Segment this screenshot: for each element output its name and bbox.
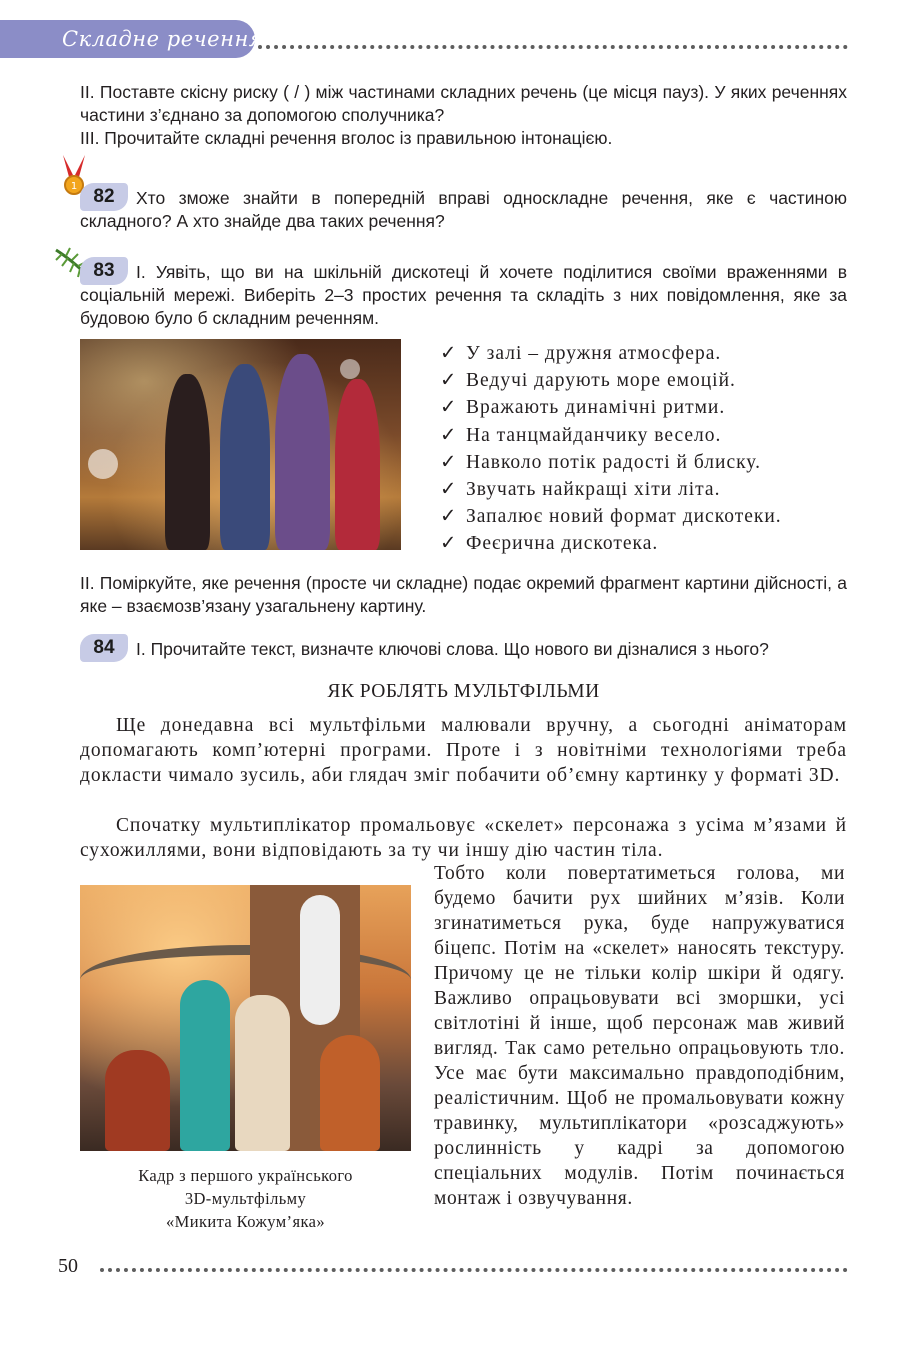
list-item: ✓ У залі – дружня атмосфера. — [440, 340, 782, 367]
sentence-list — [440, 340, 782, 558]
section-title: Складне речення — [62, 27, 264, 51]
svg-text:1: 1 — [70, 181, 78, 192]
disco-photo — [80, 339, 401, 550]
check-mark-icon: ✓ — [440, 343, 458, 364]
text-title: ЯК РОБЛЯТЬ МУЛЬТФІЛЬМИ — [327, 681, 600, 702]
exercise-83-task-1: І. Уявіть, що ви на шкільній дискотеці й хочете поділитися своїми враженнями в соціальній мережі. Виберіть 2–3 простих речення та складіть з них повідомлення, яке за будовою було б складним реченням. — [80, 262, 847, 328]
exercise-number-82: 82 — [80, 183, 128, 211]
list-item: ✓ На танцмайданчику весело. — [440, 422, 782, 449]
exercise-84-task: І. Прочитайте текст, визначте ключові слова. Що нового ви дізналися з нього? — [136, 639, 769, 659]
header-dotted-rule — [258, 45, 848, 49]
paragraph-1: Ще донедавна всі мультфільми малювали вручну, а сьогодні аніматорам допомагають комп’ютерні програми. Проте і з новітніми технологіями треба докласти чимало зусиль, аби глядач зміг побачити об’ємну картинку у форматі 3D. — [80, 715, 847, 786]
exercise-number-83: 83 — [80, 257, 128, 285]
exercise-83-task-2: ІІ. Поміркуйте, яке речення (просте чи складне) подає окремий фрагмент картини дійсності, а яке – взаємозв’язану узагальнену картину. — [80, 573, 847, 616]
page-number: 50 — [58, 1255, 78, 1277]
exercise-82-text: Хто зможе знайти в попередній вправі односкладне речення, яке є частиною складного? А хто знайде два таких речення? — [80, 188, 847, 231]
cartoon-still-image — [80, 885, 411, 1151]
list-item: ✓ Запалює новий формат дискотеки. — [440, 503, 782, 530]
paragraph-2-continued: Тобто коли повертатиметься голова, ми будемо бачити рух шийних м’язів. Коли згинатиметься рука, буде напружуватися біцепс. Потім на «скелет» наносять текстуру. Причому це не тільки колір шкіри й одягу. Важливо опрацьовувати всі зморшки, усі світлотіні й інше, щоб персонаж мав живий вигляд. Так само ретельно опрацьовують тло. Усе має бути максимально правдоподібним, реалістичним. Щоб не промальовувати кожну травинку, мультиплікатори «розсаджують» рослинність у кадрі за допомогою спеціальних модулів. Потім починається монтаж і озвучування. — [434, 863, 845, 1209]
check-mark-icon: ✓ — [440, 533, 458, 555]
list-item: ✓ Ведучі дарують море емоцій. — [440, 367, 782, 394]
exercise-number-84: 84 — [80, 634, 128, 662]
check-mark-icon: ✓ — [440, 397, 458, 419]
caption-line-2: 3D-мультфільму — [184, 1189, 307, 1208]
check-mark-icon: ✓ — [440, 451, 458, 473]
check-mark-icon: ✓ — [440, 479, 458, 501]
list-item: ✓ Вражають динамічні ритми. — [440, 394, 782, 421]
paragraph-2-start: Спочатку мультиплікатор промальовує «скелет» персонажа з усіма м’язами й сухожиллями, вони відповідають за ту чи іншу дію частин тіла. — [80, 815, 847, 861]
caption-line-3: «Микита Кожум’яка» — [166, 1212, 325, 1231]
list-item: ✓ Звучать найкращі хіти літа. — [440, 476, 782, 503]
intro-task-3: ІІІ. Прочитайте складні речення вголос із правильною інтонацією. — [80, 128, 613, 148]
list-item: ✓ Навколо потік радості й блиску. — [440, 449, 782, 476]
intro-task-2: ІІ. Поставте скісну риску ( / ) між частинами складних речень (це місця пауз). У яких реченнях частини з’єднано за допомогою сполучника? — [80, 82, 847, 125]
check-mark-icon: ✓ — [440, 370, 458, 392]
image-caption — [80, 1164, 411, 1233]
footer-dotted-rule — [100, 1268, 848, 1272]
list-item: ✓ Феєрична дискотека. — [440, 530, 782, 557]
check-mark-icon: ✓ — [440, 506, 458, 528]
check-mark-icon: ✓ — [440, 424, 458, 446]
caption-line-1: Кадр з першого українського — [138, 1166, 353, 1185]
